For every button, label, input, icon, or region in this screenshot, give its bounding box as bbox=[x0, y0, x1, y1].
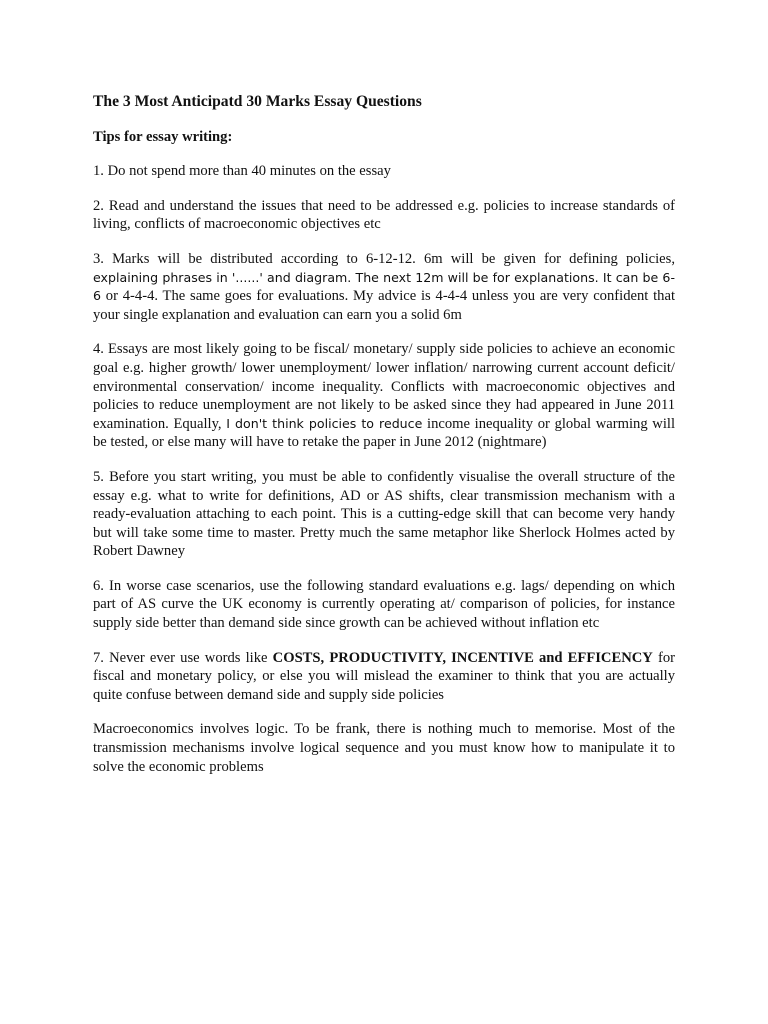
tip-4 bbox=[93, 340, 675, 452]
tip-7-part-a: 7. Never ever use words like bbox=[93, 649, 273, 666]
tips-heading: Tips for essay writing: bbox=[93, 128, 233, 145]
tip-6: 6. In worse case scenarios, use the following standard evaluations e.g. lags/ depending on which part of AS curve the UK economy is currently operating at/ comparison of policies, for instance supply side better than demand side since growth can be achieved without inflation etc bbox=[93, 577, 675, 632]
tip-7-part-c: for fiscal and monetary policy, or else you will mislead the examiner to think that you are actually quite confuse between demand side and supply side policies bbox=[93, 649, 676, 703]
tip-5: 5. Before you start writing, you must be able to confidently visualise the overall structure of the essay e.g. what to write for definitions, AD or AS shifts, clear transmission mechanism with a ready-evaluation attaching to each point. This is a cutting-edge skill that can become very handy but will take some time to master. Pretty much the same metaphor like Sherlock Holmes acted by Robert Dawney bbox=[93, 468, 675, 560]
tip-7-part-b: COSTS, PRODUCTIVITY, INCENTIVE and EFFICENCY bbox=[272, 649, 653, 666]
tip-4-part-c: income inequality or global warming will be tested, or else many will have to retake the paper in June 2012 (nightmare) bbox=[93, 415, 676, 451]
tip-3-part-a: 3. Marks will be distributed according to 6-12-12. 6m will be given for defining policies, bbox=[93, 250, 675, 267]
tip-7 bbox=[93, 649, 675, 705]
tip-3 bbox=[93, 250, 675, 324]
tip-2: 2. Read and understand the issues that need to be addressed e.g. policies to increase standards of living, conflicts of macroeconomic objectives etc bbox=[93, 197, 675, 233]
closing-paragraph: Macroeconomics involves logic. To be frank, there is nothing much to memorise. Most of the transmission mechanisms involve logical sequence and you must know how to manipulate it to solve the economic problems bbox=[93, 721, 675, 775]
tip-3-part-c: or 4-4-4. The same goes for evaluations. My advice is 4-4-4 unless you are very confident that your single explanation and evaluation can earn you a solid 6m bbox=[93, 288, 675, 323]
tip-4-part-b: I don't think policies to reduce bbox=[226, 415, 423, 431]
tip-4-part-a: 4. Essays are most likely going to be fiscal/ monetary/ supply side policies to achieve an economic goal e.g. higher growth/ lower unemployment/ lower inflation/ narrowing current account deficit/ environmental conservation/ income inequality. Conflicts with macroeconomic objectives and policies to reduce unemployment are not likely to be asked since they had appeared in June 2011 examination. Equally, bbox=[93, 341, 675, 432]
document-body bbox=[93, 93, 675, 792]
tip-1: 1. Do not spend more than 40 minutes on the essay bbox=[93, 163, 391, 180]
document-title: The 3 Most Anticipatd 30 Marks Essay Questions bbox=[93, 93, 422, 110]
tip-3-part-b: explaining phrases in '......' and diagram. The next 12m will be for explanations. It can be 6-6 bbox=[93, 269, 675, 304]
